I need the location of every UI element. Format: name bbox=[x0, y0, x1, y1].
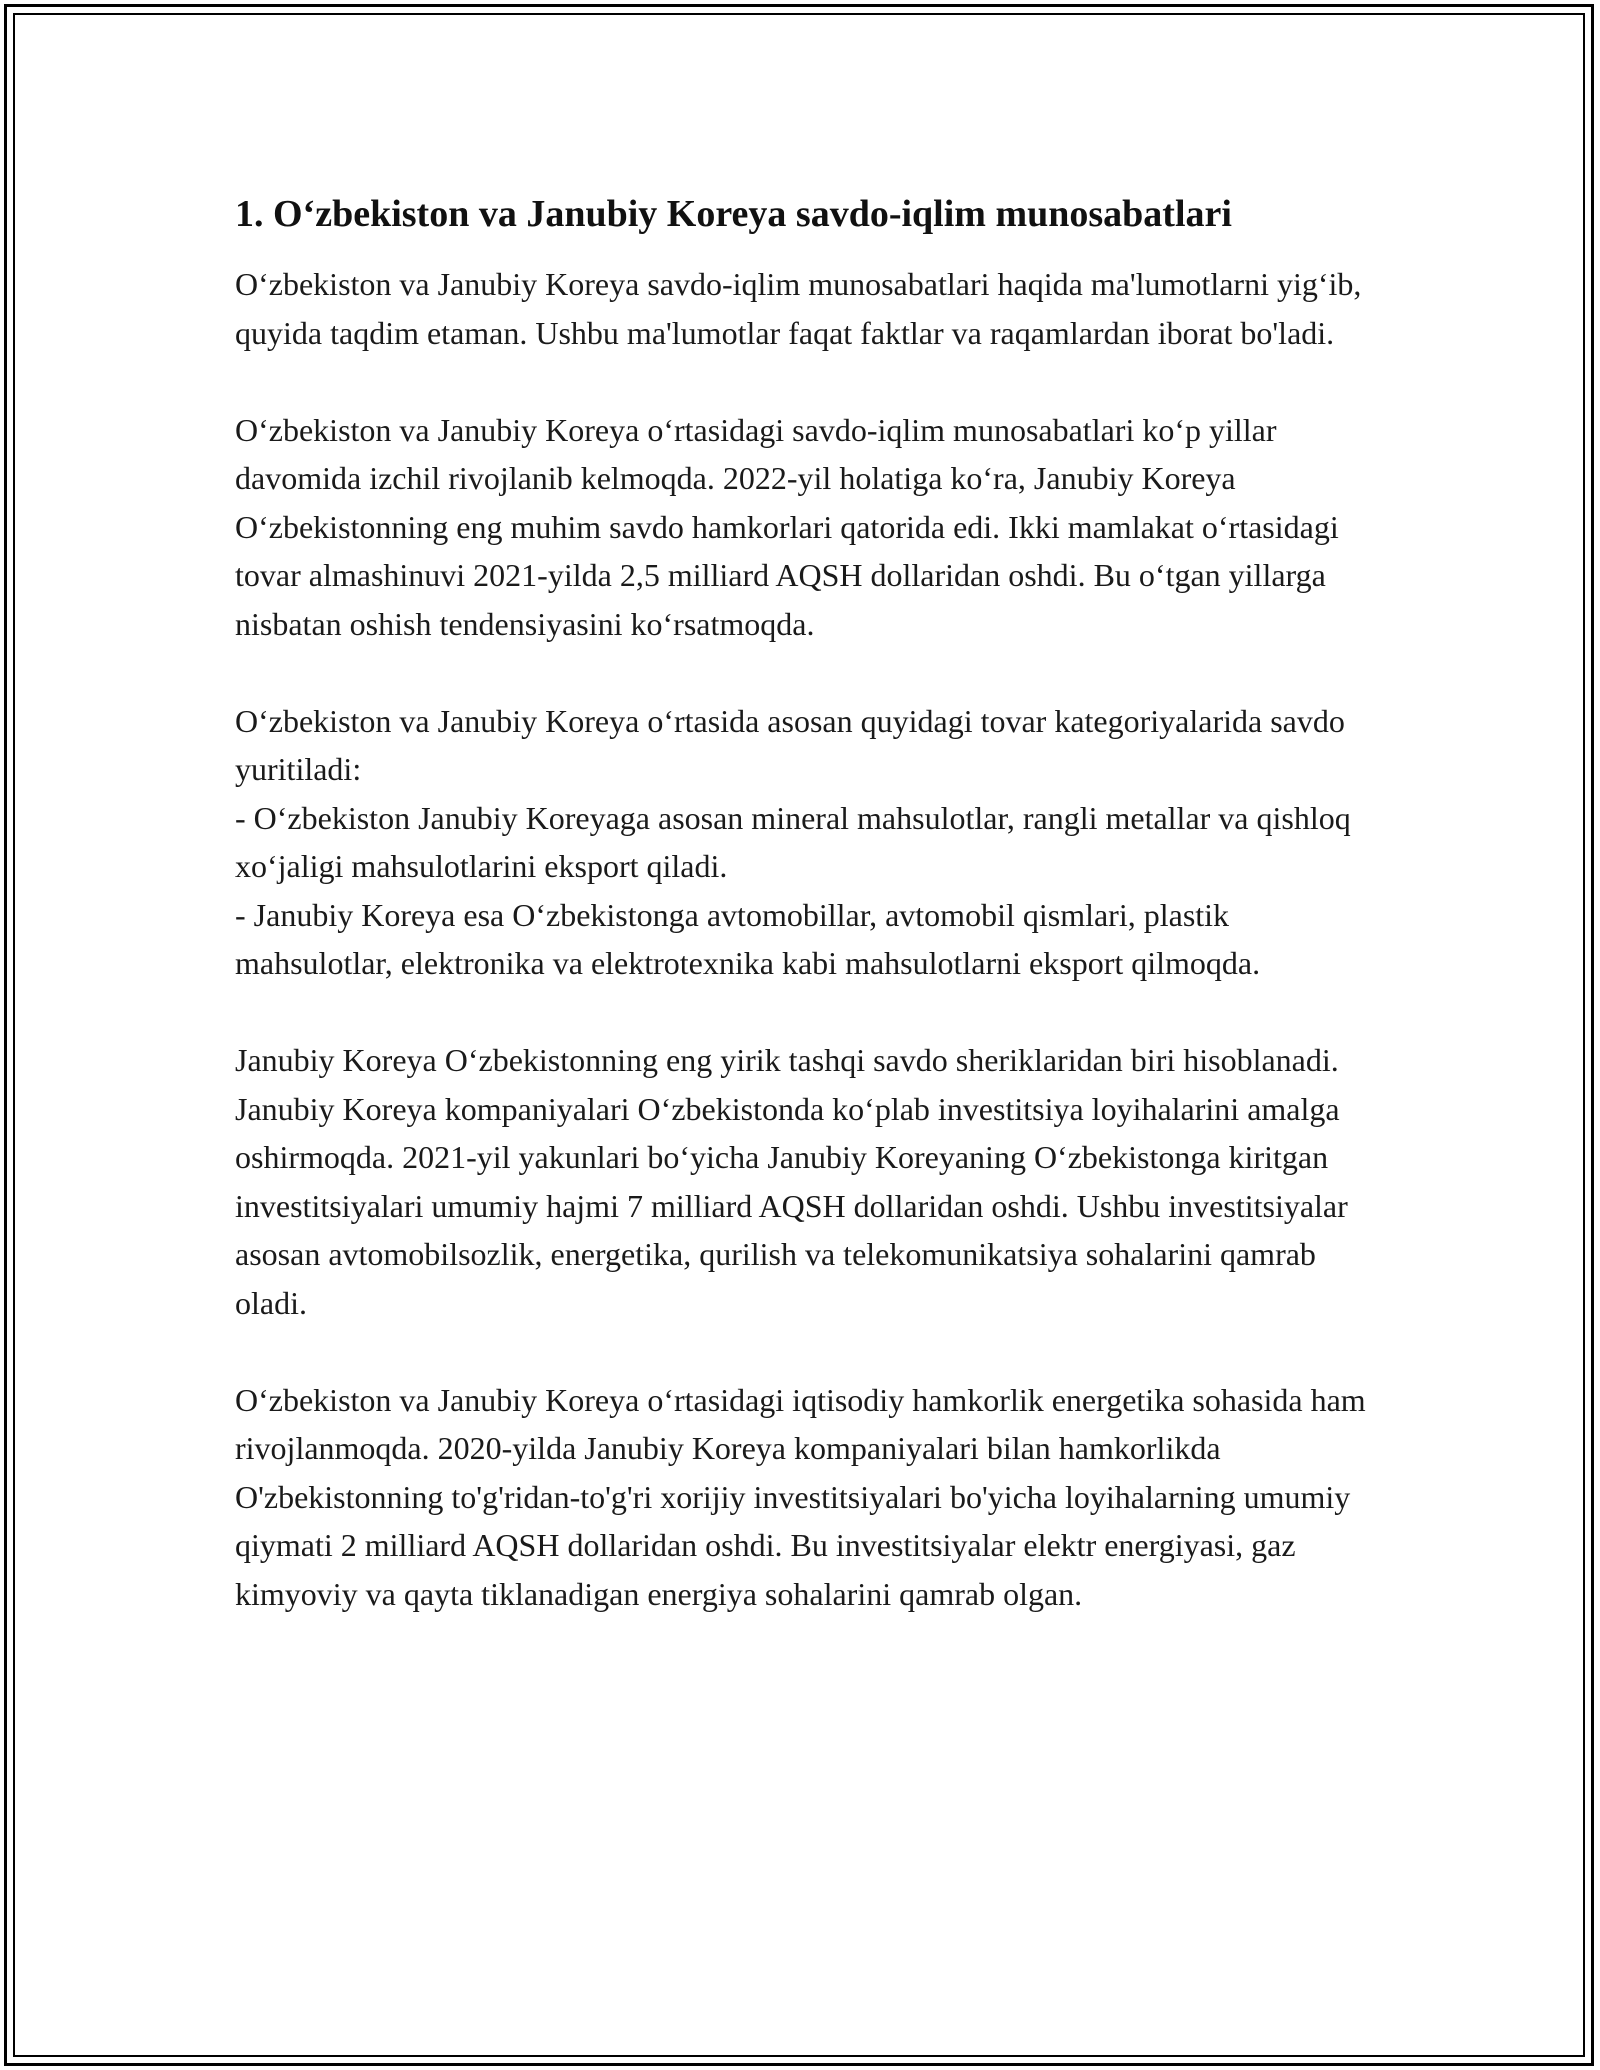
document-body bbox=[235, 188, 1375, 1667]
paragraph-4 bbox=[235, 1036, 1375, 1327]
document-title: 1. O‘zbekiston va Janubiy Koreya savdo-iqlim munosabatlari bbox=[235, 193, 1232, 235]
paragraph-text: O‘zbekiston va Janubiy Koreya o‘rtasida asosan quyidagi tovar kategoriyalarida savdo yuritiladi: bbox=[235, 702, 1345, 787]
paragraph-5 bbox=[235, 1376, 1375, 1619]
list-item-uzbek-exports: - O‘zbekiston Janubiy Koreyaga asosan mineral mahsulotlar, rangli metallar va qishloq xo‘jaligi mahsulotlarini eksport qiladi. bbox=[235, 799, 1351, 884]
paragraph-3 bbox=[235, 697, 1375, 988]
paragraph-1 bbox=[235, 260, 1375, 357]
list-item-korean-exports: - Janubiy Koreya esa O‘zbekistonga avtomobillar, avtomobil qismlari, plastik mahsulotlar, elektronika va elektrotexnika kabi mahsulotlarni eksport qilmoqda. bbox=[235, 896, 1261, 981]
paragraph-text: O‘zbekiston va Janubiy Koreya o‘rtasidagi iqtisodiy hamkorlik energetika sohasida ham rivojlanmoqda. 2020-yilda Janubiy Koreya kompaniyalari bilan hamkorlikda O'zbekistonning to'g'ridan-to'g'ri xorijiy investitsiyalari bo'yicha loyihalarning umumiy qiymati 2 milliard AQSH dollaridan oshdi. Bu investitsiyalar elektr energiyasi, gaz kimyoviy va qayta tiklanadigan energiya sohalarini qamrab olgan. bbox=[235, 1381, 1366, 1612]
paragraph-text: O‘zbekiston va Janubiy Koreya o‘rtasidagi savdo-iqlim munosabatlari ko‘p yillar davomida izchil rivojlanib kelmoqda. 2022-yil holatiga ko‘ra, Janubiy Koreya O‘zbekistonning eng muhim savdo hamkorlari qatorida edi. Ikki mamlakat o‘rtasidagi tovar almashinuvi 2021-yilda 2,5 milliard AQSH dollaridan oshdi. Bu o‘tgan yillarga nisbatan oshish tendensiyasini ko‘rsatmoqda. bbox=[235, 411, 1339, 642]
paragraph-text: Janubiy Koreya O‘zbekistonning eng yirik tashqi savdo sheriklaridan biri hisoblanadi. Janubiy Koreya kompaniyalari O‘zbekistonda ko‘plab investitsiya loyihalarini amalga oshirmoqda. 2021-yil yakunlari bo‘yicha Janubiy Koreyaning O‘zbekistonga kiritgan investitsiyalari umumiy hajmi 7 milliard AQSH dollaridan oshdi. Ushbu investitsiyalar asosan avtomobilsozlik, energetika, qurilish va telekomunikatsiya sohalarini qamrab oladi. bbox=[235, 1042, 1348, 1321]
paragraph-2 bbox=[235, 406, 1375, 649]
paragraph-text: O‘zbekiston va Janubiy Koreya savdo-iqlim munosabatlari haqida ma'lumotlarni yig‘ib, quyida taqdim etaman. Ushbu ma'lumotlar faqat faktlar va raqamlardan iborat bo'ladi. bbox=[235, 266, 1362, 351]
